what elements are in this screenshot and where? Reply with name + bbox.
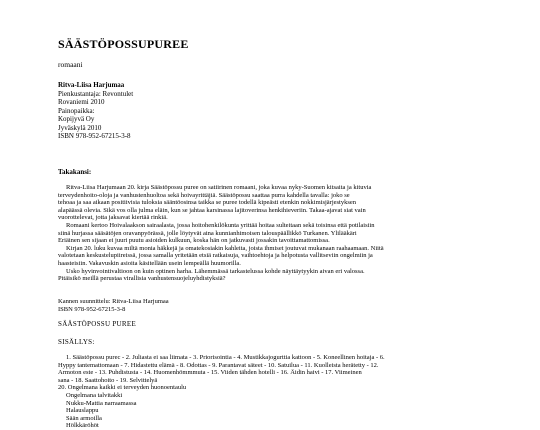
toc-line: 1. Säästöpossu purec - 2. Juliasta ei saa liimata - 3. Priorisointia - 4. Mustikkajogurttia kattoon - 5. Koneellinen hoitaja - 6. <box>66 354 385 361</box>
back-cover-line: Pitäisikö meillä perustaa virallisia vanhustensuojeluyhdistyksiä? <box>58 275 226 283</box>
back-cover-line: Eriäinen sen sijaan ei juuri puutu asioiden kulkuun, koska hän on jatkuvasti jossakin tavoittamattomissa. <box>58 237 330 245</box>
back-cover-line: Ritva-Liisa Harjumaan 20. kirja Säästöpossu puree on satiirinen romaani, joka kuvaa nyky-Suomen kitsaita ja kituvia <box>66 184 372 191</box>
back-cover-line: Romaani kertoo Hoivalaakson sairaalasta, jossa hoitohenkilökunta yrittää hoitaa sulteitaan sekä toisinsa että potilaisiin <box>66 221 375 229</box>
book-title: SÄÄSTÖPOSSUPUREE <box>58 37 189 51</box>
book-genre: romaani <box>58 60 83 69</box>
author-name: Ritva-Liisa Harjumaa <box>58 81 125 89</box>
printer: Kopijyvä Oy <box>58 115 95 123</box>
back-cover-line: siinä hurjassa sääsätöjen oravanpyörässä, jolle löytyvät aina kunnianhimoisen talouspäällikkö Turkanen. Ylilääkäri <box>58 229 357 237</box>
cover-designer: Kannen suunnittelu: Ritva-Liisa Harjumaa <box>58 298 169 305</box>
toc-line: 20. Ongelmana kaikki ei terveyden huonoentaulu <box>58 384 187 392</box>
toc-line: Hyppy tantemattomaan - 7. Hidastettu elämä - 8. Odottas - 9. Parantavat säteet - 10. Satuilua - 11. Kuolleista herätetty - 12. <box>58 361 379 369</box>
place-year: Rovaniemi 2010 <box>58 98 105 106</box>
section-title: SÄÄSTÖPOSSU PUREE <box>58 320 137 328</box>
printer-label: Painopaikka: <box>58 106 95 115</box>
toc-line: Armoton este - 13. Puhdistusta - 14. Huomenhömmmuta - 15. Viiden tähden hotelli - 16. Äidin haivi - 17. Viimeinen <box>58 369 362 377</box>
toc-line: sana - 18. Saattohoito - 19. Selvittelyä <box>58 376 158 384</box>
back-cover-line: tehoaa ja saa aikaan positiivisia tuloksia sääntöosinsa taikka se puree todellä kipeästi etenkin nokkimisjärjestyksen <box>58 199 357 207</box>
toc-sub-item: Sään armoilla <box>66 414 102 422</box>
toc-sub-item: Hölkkäröhöt <box>66 422 99 430</box>
back-cover-line: terveydenhoito-oloja ja vanhustenhuoltoa sekä hoivayrittäjiä. Säästöpossu saattaa purra kahdella tavalla: joko se <box>58 191 350 199</box>
contents-heading: SISÄLLYS: <box>58 338 95 346</box>
back-cover-line: Kirjan 20. luku kuvaa miltä monia häkkejä ja omatekosiakin kahleita, joista ihmiset joutuvat mukanaan raahaamaan. Niitä <box>66 244 384 252</box>
toc-sub-item: Halauslappu <box>66 407 99 415</box>
table-of-contents <box>58 354 478 430</box>
cover-credits <box>58 298 169 313</box>
back-cover-line: valotetaan keskustelupiireissä, jossa samalla yritetään etsiä ratkaisuja, vaihtoehtoja ja helpotusta vallitseviin ongelmiin ja <box>58 252 373 260</box>
back-cover-line: vuorottelevat, jotta jaksavat kiertää rinkiä. <box>58 214 168 222</box>
back-cover-line: Usko hyvinvointivaltioon on kuin optinen harha. Lähemmässä tarkastelussa kohde näyttäytyykin aivan eri valossa. <box>66 267 365 275</box>
back-cover-line: haasteisiin. Vakavuskin asioita käsitellään usein lempeällä huumorilla. <box>58 259 241 267</box>
publisher: Pienkustantaja: Revontulet <box>58 89 134 98</box>
publication-info <box>58 81 133 141</box>
back-cover-text <box>58 184 478 283</box>
back-cover-line: alapäässä olevia. Sikä vos olla julma eläin, kun se jahtaa karsinassa lajitoverinsa henkihieveriin. Takaa-ajavat siat vain <box>58 206 366 214</box>
cover-isbn: ISBN 978-952-67215-3-8 <box>58 305 126 313</box>
isbn: ISBN 978-952-67215-3-8 <box>58 132 131 140</box>
toc-sub-item: Ongelmana talvitakki <box>66 391 123 399</box>
printer-place: Jyväskylä 2010 <box>58 123 102 132</box>
back-cover-heading: Takakansi: <box>58 168 92 176</box>
toc-sub-item: Nukku-Mattia narraamassa <box>66 399 137 407</box>
